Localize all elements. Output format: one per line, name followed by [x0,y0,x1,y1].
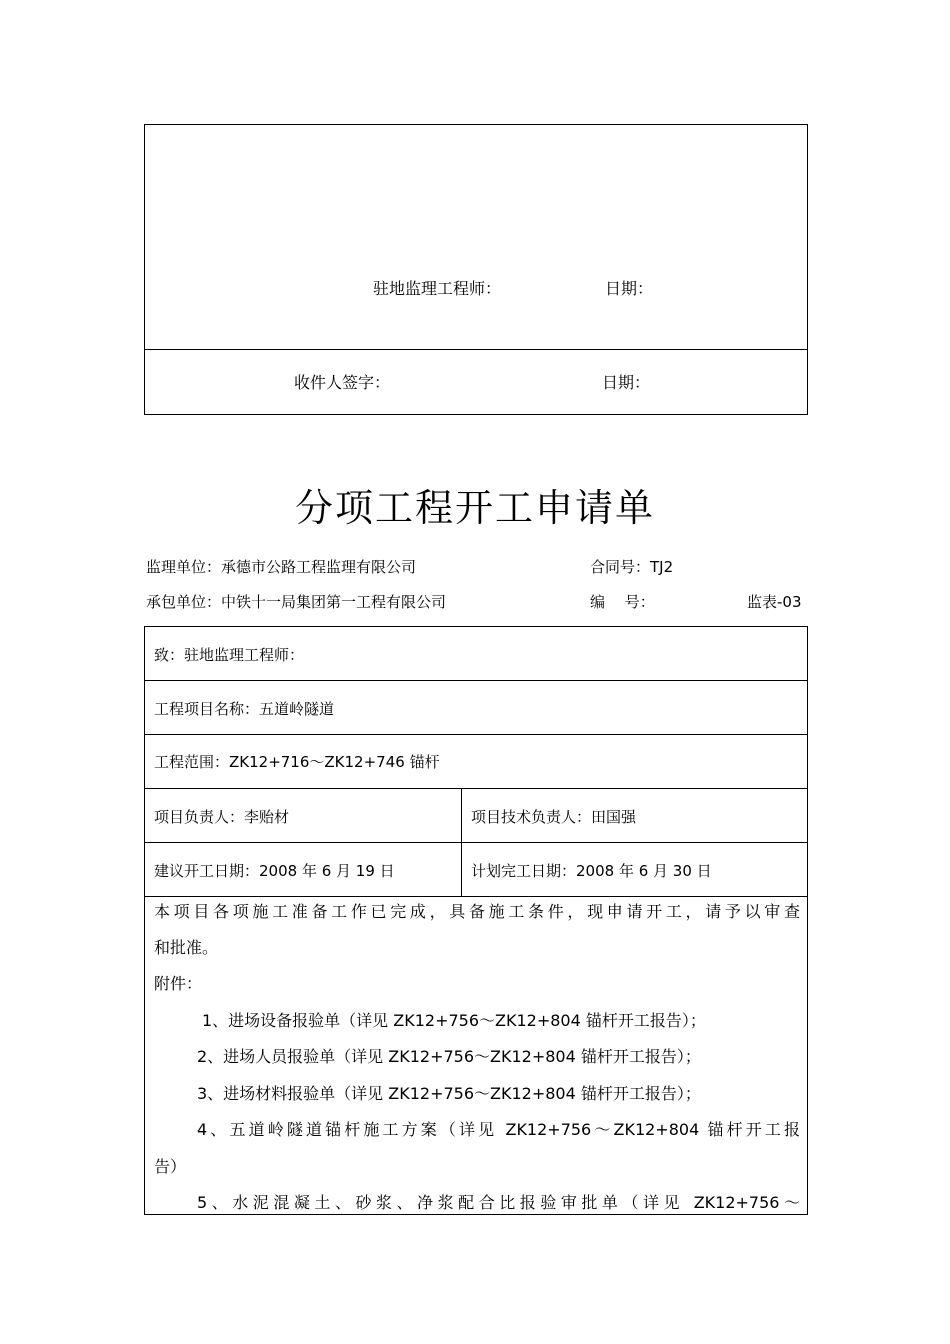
technical-manager: 项目技术负责人：田国强 [471,808,637,826]
top-approval-table [144,124,808,415]
attachment-item: 2、进场人员报验单（详见 ZK12+756～ZK12+804 锚杆开工报告）； [197,1047,701,1066]
resident-engineer-label: 驻地监理工程师： [373,279,502,298]
row-divider [144,788,808,789]
attachment-item: 3、进场材料报验单（详见 ZK12+756～ZK12+804 锚杆开工报告）； [197,1084,701,1103]
attachment-item: 4、五道岭隧道锚杆施工方案（详见 ZK12+756～ZK12+804 锚杆开工报 [197,1120,800,1139]
application-statement-cont: 和批准。 [154,938,219,957]
project-name: 工程项目名称：五道岭隧道 [154,700,335,718]
contract-number: 合同号：TJ2 [590,558,674,576]
row-divider [144,734,808,735]
row-divider [144,680,808,681]
attachment-item: 5、水泥混凝土、砂浆、净浆配合比报验审批单（详见 ZK12+756～ [197,1193,800,1212]
attachments-label: 附件： [154,974,203,993]
supervision-unit: 监理单位：承德市公路工程监理有限公司 [146,558,417,576]
application-statement: 本项目各项施工准备工作已完成，具备施工条件，现申请开工，请予以审查 [154,902,800,921]
planned-completion-date: 计划完工日期：2008 年 6 月 30 日 [471,862,712,880]
receiver-signature-label: 收件人签字： [294,373,391,392]
attachment-item-cont: 告） [154,1157,187,1176]
number-label: 编 号： [590,593,655,611]
attachment-item: 1、进场设备报验单（详见 ZK12+756～ZK12+804 锚杆开工报告）； [202,1011,706,1030]
receiver-date-label: 日期： [602,373,651,392]
proposed-start-date: 建议开工日期：2008 年 6 月 19 日 [154,862,395,880]
work-scope: 工程范围：ZK12+716～ZK12+746 锚杆 [154,753,440,771]
contractor-unit: 承包单位：中铁十一局集团第一工程有限公司 [146,593,447,611]
column-divider [461,788,462,896]
addressee: 致：驻地监理工程师： [154,646,305,664]
page-title: 分项工程开工申请单 [294,486,655,530]
engineer-date-label: 日期： [605,279,654,298]
form-code: 监表-03 [747,593,802,611]
top-table-divider [144,349,808,350]
project-manager: 项目负责人：李贻材 [154,808,290,826]
row-divider [144,842,808,843]
